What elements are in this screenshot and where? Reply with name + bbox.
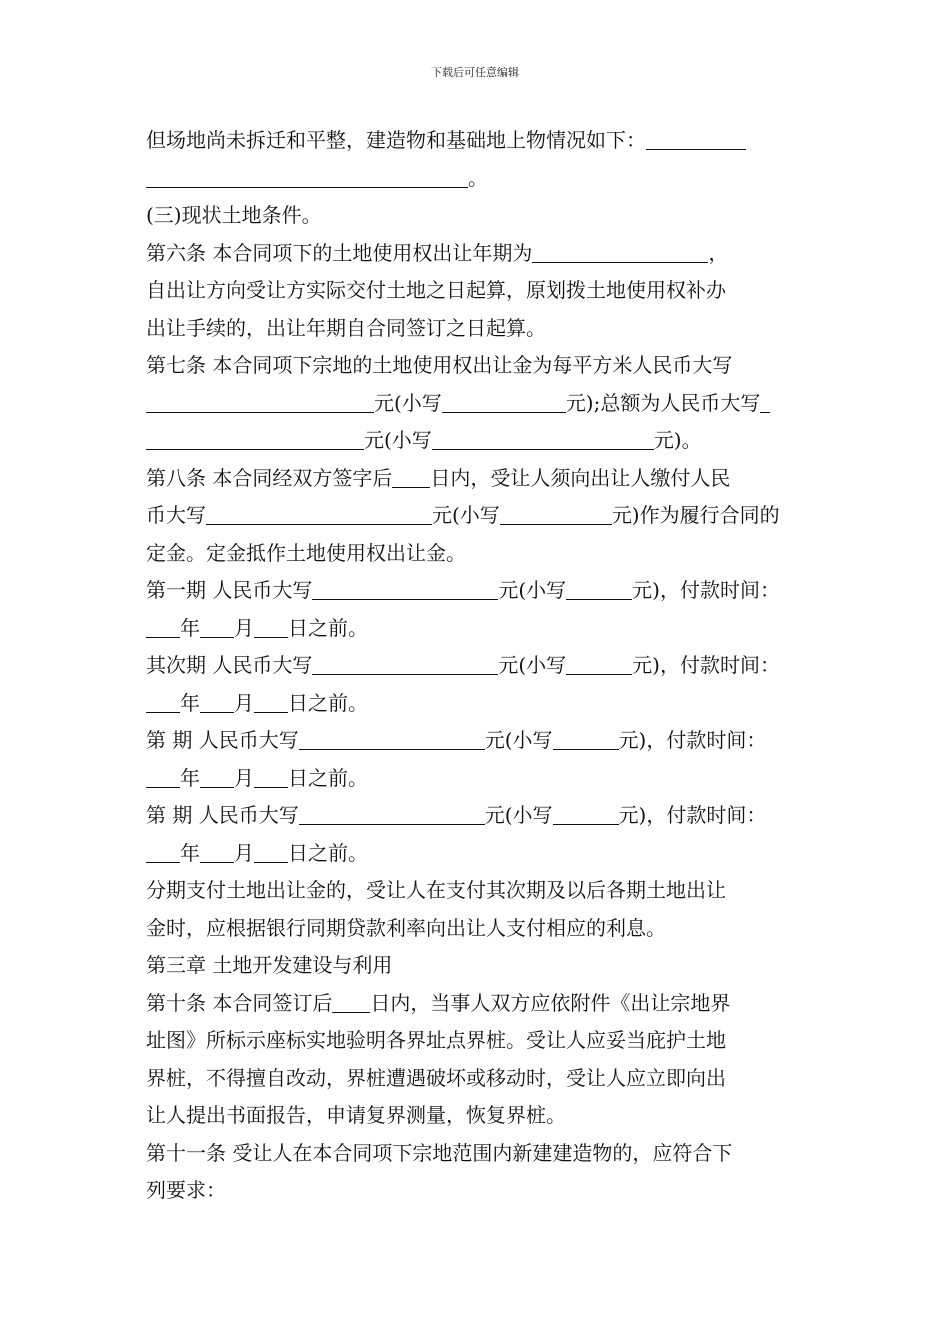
text: 日之前。 (288, 615, 368, 640)
blank-field[interactable] (146, 391, 374, 413)
text: 元)。 (653, 428, 702, 452)
text: 元(小写 (364, 428, 432, 452)
text-line (146, 1062, 814, 1100)
text: 但场地尚未拆迁和平整，建造物和基础地上物情况如下： (146, 128, 646, 152)
text: 第十条 本合同签订后 (146, 990, 333, 1015)
payment-period-1 (146, 574, 814, 612)
text: 第十一条 受让人在本合同项下宗地范围内新建建造物的，应符合下 (146, 1140, 733, 1165)
payment-date-1 (146, 612, 814, 650)
article-10 (146, 987, 814, 1025)
text: 元(小写 (374, 390, 442, 415)
text: 元);总额为人民币大写 (565, 390, 761, 415)
text: 币大写 (146, 503, 206, 527)
text: 元(小写 (484, 728, 553, 752)
page-header: 下载后可任意编辑 (431, 66, 519, 79)
text: 月 (234, 690, 254, 715)
text-line (146, 387, 814, 425)
section-heading (146, 199, 814, 237)
contract-body (146, 124, 814, 1212)
blank-field[interactable] (442, 391, 566, 413)
text-line (146, 424, 814, 462)
text-line (146, 912, 814, 950)
text-line (146, 124, 814, 162)
payment-period-3 (146, 724, 814, 762)
payment-period-2 (146, 649, 814, 687)
text: 元)，付款时间： (618, 728, 767, 752)
text-line (146, 1099, 814, 1137)
text: 第一期 人民币大写 (146, 578, 313, 602)
text: 年 (180, 615, 200, 640)
blank-field[interactable] (566, 578, 632, 600)
text: 日内，当事人双方应依附件《出让宗地界 (370, 990, 731, 1015)
blank-field[interactable] (432, 428, 654, 450)
text: 第八条 本合同经双方签字后 (146, 465, 393, 490)
text: 第三章 土地开发建设与利用 (146, 953, 393, 977)
chapter-heading (146, 949, 814, 987)
blank-field[interactable] (254, 691, 288, 713)
text: 元)作为履行合同的 (611, 503, 780, 527)
text: 第 期 人民币大写 (146, 728, 299, 752)
text-line (146, 537, 814, 575)
payment-period-4 (146, 799, 814, 837)
blank-field[interactable] (500, 503, 612, 525)
text: 址图》所标示座标实地验明各界址点界桩。受让人应妥当庇护土地 (146, 1028, 726, 1052)
blank-field[interactable] (206, 503, 432, 525)
text: 年 (180, 690, 200, 715)
blank-field[interactable] (146, 166, 468, 188)
text: ， (708, 240, 729, 265)
blank-field[interactable] (254, 841, 288, 863)
text: 第七条 本合同项下宗地的土地使用权出让金为每平方米人民币大写 (146, 353, 733, 377)
blank-field[interactable] (553, 728, 619, 750)
blank-field[interactable] (146, 841, 180, 863)
article-6 (146, 237, 814, 275)
text: 元)，付款时间： (618, 803, 767, 827)
text-line (146, 874, 814, 912)
text-line (146, 1024, 814, 1062)
blank-field[interactable] (566, 653, 632, 675)
blank-field[interactable] (312, 653, 498, 675)
blank-field[interactable] (146, 691, 180, 713)
blank-field[interactable] (146, 766, 180, 788)
blank-field[interactable] (312, 578, 498, 600)
blank-field[interactable] (200, 841, 234, 863)
payment-date-2 (146, 687, 814, 725)
text-line (146, 1174, 814, 1212)
blank-field[interactable] (760, 391, 770, 413)
payment-date-3 (146, 762, 814, 800)
text: 元)，付款时间： (632, 653, 780, 677)
blank-field[interactable] (200, 766, 234, 788)
payment-date-4 (146, 837, 814, 875)
text: 日之前。 (288, 690, 368, 715)
text: 第六条 本合同项下的土地使用权出让年期为 (146, 240, 533, 265)
text-line (146, 499, 814, 537)
text: 月 (234, 765, 254, 790)
text: 年 (180, 765, 200, 790)
article-8 (146, 462, 814, 500)
text: 元(小写 (498, 653, 567, 677)
text: (三)现状土地条件。 (146, 203, 322, 227)
blank-field[interactable] (332, 991, 370, 1013)
blank-field[interactable] (254, 766, 288, 788)
text: 日之前。 (288, 765, 368, 790)
text: 自出让方向受让方实际交付土地之日起算，原划拨土地使用权补办 (146, 278, 726, 302)
text: 元(小写 (432, 503, 500, 527)
blank-field[interactable] (299, 728, 485, 750)
blank-field[interactable] (200, 616, 234, 638)
text: 出让手续的，出让年期自合同签订之日起算。 (146, 315, 546, 340)
text: 年 (180, 840, 200, 865)
text: 第 期 人民币大写 (146, 803, 299, 827)
text: 其次期 人民币大写 (146, 653, 313, 677)
text: 分期支付土地出让金的，受让人在支付其次期及以后各期土地出让 (146, 878, 726, 902)
blank-field[interactable] (146, 616, 180, 638)
blank-field[interactable] (299, 803, 485, 825)
blank-field[interactable] (200, 691, 234, 713)
text: 日之前。 (288, 840, 368, 865)
text: 界桩，不得擅自改动，界桩遭遇破坏或移动时，受让人应立即向出 (146, 1065, 726, 1090)
text: 元(小写 (498, 578, 567, 602)
article-11 (146, 1137, 814, 1175)
blank-field[interactable] (532, 241, 708, 263)
blank-field[interactable] (553, 803, 619, 825)
text: 。 (468, 165, 488, 190)
text: 月 (234, 615, 254, 640)
text-line (146, 274, 814, 312)
text: 金时，应根据银行同期贷款利率向出让人支付相应的利息。 (146, 915, 666, 940)
blank-field[interactable] (646, 128, 746, 150)
blank-field[interactable] (392, 466, 430, 488)
text: 月 (234, 840, 254, 865)
text: 日内，受让人须向出让人缴付人民 (430, 465, 731, 490)
text-line (146, 312, 814, 350)
text: 元)，付款时间： (632, 578, 780, 602)
text: 列要求： (146, 1178, 226, 1202)
text: 让人提出书面报告，申请复界测量，恢复界桩。 (146, 1103, 566, 1127)
blank-field[interactable] (146, 428, 364, 450)
text: 定金。定金抵作土地使用权出让金。 (146, 540, 466, 565)
blank-field[interactable] (254, 616, 288, 638)
text-line (146, 162, 814, 200)
text: 元(小写 (484, 803, 553, 827)
article-7 (146, 349, 814, 387)
